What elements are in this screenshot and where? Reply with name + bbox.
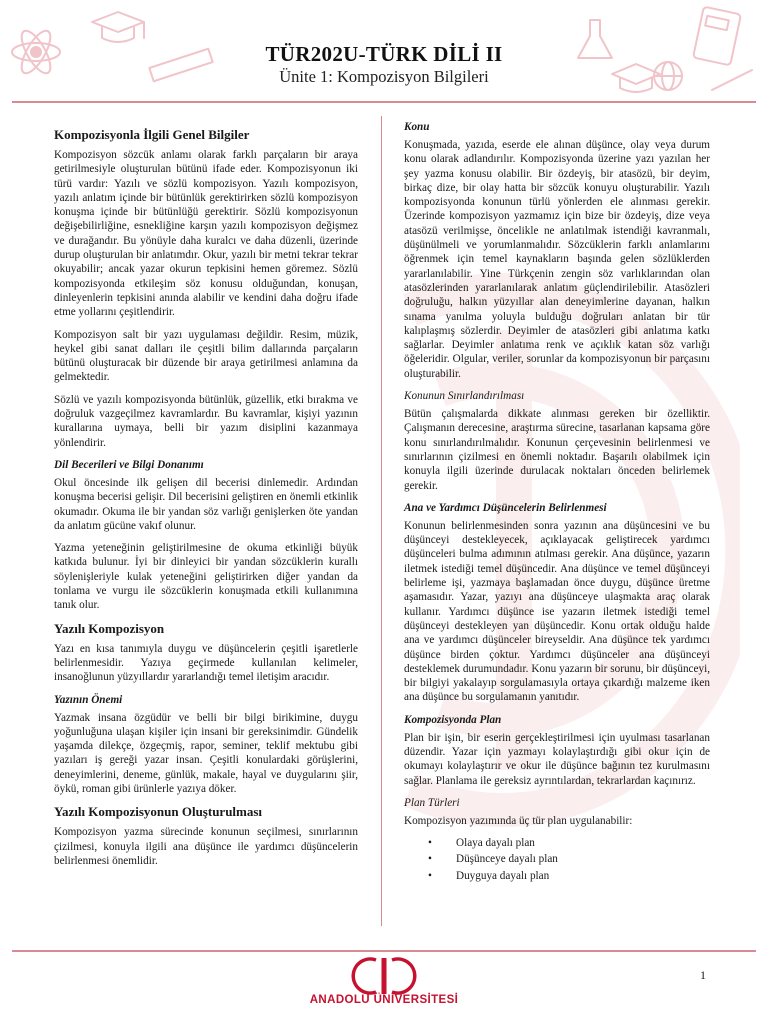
paragraph: Bütün çalışmalarda dikkate alınması gereken bir özelliktir. Çalışmanın derecesine, araştırma sürecine, tasarlanan kapsama göre konu sınırlandırılmalıdır. Konunun çerçevesinin belirlenmesi ve sınırlarının çizilmesi en önemli noktadır. Başarılı olabilmek için konuyla ilgili üzerinde durulacak noktaları önceden belirlemek gerekir. xyxy=(404,408,710,492)
section-heading: Kompozisyonla İlgili Genel Bilgiler xyxy=(54,127,250,142)
left-column xyxy=(54,118,358,876)
paragraph: Kompozisyon yazımında üç tür plan uygulanabilir: xyxy=(404,814,633,827)
paragraph: Kompozisyon yazma sürecinde konunun seçilmesi, sınırlarının çizilmesi, konuyla ilgili ana düşünce ile yardımcı düşüncelerin belirlenmesi önemlidir. xyxy=(54,826,358,867)
list-item: • Olaya dayalı plan xyxy=(428,836,710,850)
section-heading: Yazının Önemi xyxy=(54,693,123,706)
header-rule xyxy=(12,101,756,103)
section-heading: Dil Becerileri ve Bilgi Donanımı xyxy=(54,458,204,471)
paragraph: Plan bir işin, bir eserin gerçekleştirilmesi için uyulması tasarlanan düzendir. Yazar için yazmayı kolaylaştırdığı gibi okur için de okumayı kolaylaştırır ve okur ile düşünce bağının tez kurulmasını sağlar. Planlama ile gereksiz ayrıntılardan, tekrarlardan kaçınırız. xyxy=(404,731,710,787)
page-title: TÜR202U-TÜRK DİLİ II xyxy=(265,42,503,66)
paragraph: Yazmak insana özgüdür ve belli bir bilgi birikimine, duygu yoğunluğuna ulaşan kişiler için insani bir gereksinimdir. Gündelik yaşamda dilekçe, özgeçmiş, rapor, seminer, teklif mektubu gibi yazıları iş gereği yazar insan. Çeşitli konulardaki görüşlerini, deneyimlerini, deneme, günlük, makale, hayal ve duygularını şiir, öykü, roman gibi ürünlerle yazıya döker. xyxy=(54,711,358,795)
paragraph: Okul öncesinde ilk gelişen dil becerisi dinlemedir. Ardından konuşma becerisi gelişir. Dil becerisini geliştiren en önemli etkinlik okumadır. Okuma ile bir yandan söz varlığı genişlerken öte yandan da anlatım gücüne vakıf olunur. xyxy=(54,476,358,532)
paragraph: Kompozisyon sözcük anlamı olarak farklı parçaların bir araya getirilmesiyle oluşturulan bütünü ifade eder. Kompozisyonun iki türü vardır: Yazılı ve sözlü kompozisyon. Yazılı kompozisyon, yazılı anlatım içinde bir bütünlük gerektirirken sözlü kompozisyon konuşma içinde bir bütünlüğü gerektirir. Sözlü kompozisyonun değişebilirliğine, esnekliğine karşın yazılı kompozisyon değişmez ve durağandır. Bu yönüyle daha kuralcı ve daha düzenli, üzerinde durup oluşturulan bir anlatımdır. Okur, yazılı bir metni tekrar tekrar okuyabilir; ancak yazar okurun tepkisini hemen göremez. Sözlü kompozisyonda etkileşim söz konusu olduğundan, konuşan, dinleyenlerin tepkisini anında alabilir ve kendini daha doğru ifade etme yollarını çeşitlendirir. xyxy=(54,149,358,319)
paragraph: Yazma yeteneğinin geliştirilmesine de okuma etkinliği büyük katkıda bulunur. İyi bir dinleyici bir yandan sözcüklerin kurallı söylenişleriyle kulak yeteneğini geliştirirken diğer yandan da tonlama ve vurgu ile sözcüklerin konuşmada etkili kullanımına tanık olur. xyxy=(54,542,358,612)
section-heading: Yazılı Kompozisyon xyxy=(54,620,165,636)
column-divider xyxy=(381,116,382,926)
section-heading: Konu xyxy=(404,121,430,133)
plan-types-list xyxy=(404,836,710,883)
paragraph: Konunun belirlenmesinden sonra yazının ana düşüncesini ve bu düşünceyi destekleyecek, açıklayacak geliştirecek yardımcı düşünceleri bulma adımının atılması gerekir. Ana düşünce, yazarın iletmek istediği temel düşüncedir. Ana düşünce ve temel düşünceyi belirleme işi, yazmaya başlamadan önce duygu, düşünce üretme aşamasıdır. Yazar, yazıyı ana düşünceye ulaşmakta araç olarak kullanır. Yardımcı düşünce ise yazarın iletmek istediği temel düşünceyi destekleyen yan düşüncedir. Konu ortak olduğu halde ana ve yardımcı düşünceler bireyseldir. Ana düşünce tek yardımcı düşünce birden çoktur. Yardımcı düşünceler ana düşünceyi desteklemek durumundadır. Konu yazarın bir sorunu, bir düşünceyi, bir bilgiyi yakalayıp sorgulamasıyla ortaya çıkardığı malzeme iken ana düşünce bu sorgulamanın yanıtıdır. xyxy=(404,519,710,704)
graduation-cap-icon xyxy=(92,12,144,42)
section-heading: Plan Türleri xyxy=(404,796,460,809)
section-heading: Ana ve Yardımcı Düşüncelerin Belirlenmesi xyxy=(404,501,607,514)
right-column xyxy=(404,118,710,885)
paragraph: Konuşmada, yazıda, eserde ele alınan düşünce, olay veya durum konu olarak adlandırılır. Kompozisyonda üzerine yazı yazılan her şey yazma konusu olabilir. Bir özdeyiş, bir atasözü, bir deyim, birkaç dize, bir olay hatta bir sözcük konuyu oluşturabilir. Yazılı kompozisyonda konunun türlü yönlerden ele alınması gerekir. Üzerinde kompozisyon yazmamız için bize bir özdeyiş, dize veya atasözü verilmişse, öncelikle ne anlatılmak istendiği kavranmalı, düşünülmeli ve yorumlanmalıdır. Sözcüklerin farklı anlamlarını öğrenmek için temel kaynakların başında gelen sözlüklerden yararlanılabilir. Yine Türkçenin zengin söz varlıklarından olan atasözlerinden yararlanılarak anlatım güçlendirilebilir. Atasözleri doğruluğu, halkın yüzyıllar alan deneyimlerine dayanan, halkın sınama yanılma yoluyla bulduğu doğruları anlatan bir tür kalıplaşmış sözlerdir. Deyimler de atasözleri gibi anlatıma katkı sağlarlar. Deyimler anlatıma renk ve açıklık katan söz varlığı öğeleridir. Olgular, veriler, sorunlar da kompozisyonun bir parçasını oluşturabilir. xyxy=(404,139,710,380)
paragraph: Yazı en kısa tanımıyla duygu ve düşüncelerin çeşitli işaretlerle belirlenmesidir. Yazıya geçirmede kullanılan kelimeler, insanoğlunun yüzyıllardır yararlandığı temel iletişim aracıdır. xyxy=(54,642,358,684)
university-name: ANADOLU ÜNİVERSİTESİ xyxy=(309,994,459,1006)
list-item: • Düşünceye dayalı plan xyxy=(428,852,710,866)
section-heading: Konunun Sınırlandırılması xyxy=(404,390,525,403)
page-number: 1 xyxy=(700,968,706,982)
section-heading: Yazılı Kompozisyonun Oluşturulması xyxy=(54,804,263,820)
anadolu-university-logo xyxy=(336,956,432,996)
paragraph: Sözlü ve yazılı kompozisyonda bütünlük, güzellik, etki bırakma ve doğruluk vazgeçilmez kavramlardır. Bu kavramlar, kişiyi yazının kurallarına uymaya, belli bir yazım disiplini kazanmaya yönlendirir. xyxy=(54,393,358,449)
list-item: • Duyguya dayalı plan xyxy=(428,869,710,883)
section-heading: Kompozisyonda Plan xyxy=(404,713,502,726)
page-header xyxy=(0,0,768,104)
page-subtitle: Ünite 1: Kompozisyon Bilgileri xyxy=(279,67,489,86)
paragraph: Kompozisyon salt bir yazı uygulaması değildir. Resim, müzik, heykel gibi sanat dalları ile çeşitli bilim dallarında parçaların bütünü oluşturacak bir düzende bir araya getirilmesi anlamına da gelmektedir. xyxy=(54,328,358,384)
footer-rule xyxy=(12,950,756,952)
